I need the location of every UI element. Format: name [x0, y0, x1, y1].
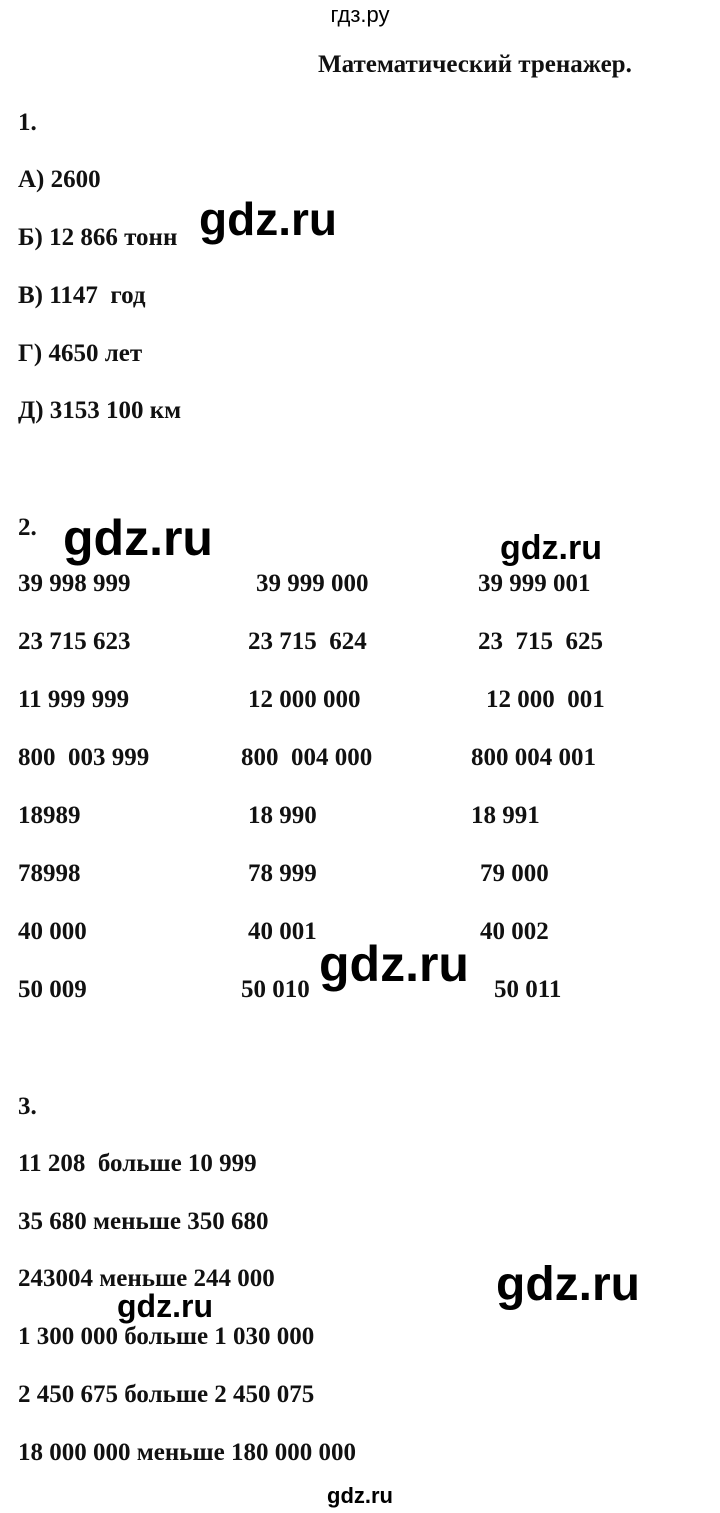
- watermark: gdz.ru: [117, 1288, 213, 1324]
- task1-number: 1.: [18, 109, 37, 136]
- task1-item-d: Д) 3153 100 км: [18, 397, 182, 424]
- task2-cell: 18 991: [471, 802, 540, 829]
- site-header: гдз.ру: [330, 2, 390, 27]
- task2-cell: 40 001: [248, 918, 317, 945]
- watermark: gdz.ru: [319, 936, 469, 992]
- task2-cell: 50 011: [494, 976, 562, 1003]
- task2-cell: 39 999 000: [256, 570, 369, 597]
- task2-cell: 11 999 999: [18, 686, 130, 713]
- task2-cell: 18989: [18, 802, 81, 829]
- task2-cell: 800 004 001: [471, 744, 596, 771]
- task2-cell: 23 715 624: [248, 628, 367, 655]
- task3-item: 11 208 больше 10 999: [18, 1150, 257, 1177]
- task2-cell: 23 715 623: [18, 628, 131, 655]
- task2-cell: 78 999: [248, 860, 317, 887]
- task2-cell: 800 004 000: [241, 744, 373, 771]
- task3-item: 18 000 000 меньше 180 000 000: [18, 1439, 356, 1466]
- task3-item: 2 450 675 больше 2 450 075: [18, 1381, 315, 1408]
- task1-item-b: Б) 12 866 тонн: [18, 224, 178, 251]
- task3-item: 35 680 меньше 350 680: [18, 1208, 269, 1235]
- watermark: gdz.ru: [63, 510, 213, 566]
- task2-number: 2.: [18, 514, 37, 541]
- watermark: gdz.ru: [496, 1258, 640, 1311]
- task3-item: 243004 меньше 244 000: [18, 1265, 275, 1292]
- task2-cell: 18 990: [248, 802, 317, 829]
- task2-cell: 12 000 001: [486, 686, 605, 713]
- site-footer: gdz.ru: [327, 1483, 393, 1508]
- page-title: Математический тренажер.: [318, 51, 632, 78]
- task2-cell: 39 998 999: [18, 570, 131, 597]
- task1-item-v: В) 1147 год: [18, 282, 146, 309]
- task2-cell: 78998: [18, 860, 81, 887]
- task2-cell: 39 999 001: [478, 570, 591, 597]
- task2-cell: 40 002: [480, 918, 549, 945]
- task1-item-a: А) 2600: [18, 166, 101, 193]
- watermark: gdz.ru: [500, 529, 602, 567]
- task2-cell: 50 009: [18, 976, 87, 1003]
- task2-cell: 79 000: [480, 860, 549, 887]
- task2-cell: 40 000: [18, 918, 87, 945]
- task2-cell: 50 010: [241, 976, 310, 1003]
- watermark: gdz.ru: [199, 193, 337, 245]
- task3-number: 3.: [18, 1093, 37, 1120]
- task2-cell: 23 715 625: [478, 628, 603, 655]
- task3-item: 1 300 000 больше 1 030 000: [18, 1323, 315, 1350]
- task2-cell: 800 003 999: [18, 744, 150, 771]
- task2-cell: 12 000 000: [248, 686, 361, 713]
- task1-item-g: Г) 4650 лет: [18, 340, 143, 367]
